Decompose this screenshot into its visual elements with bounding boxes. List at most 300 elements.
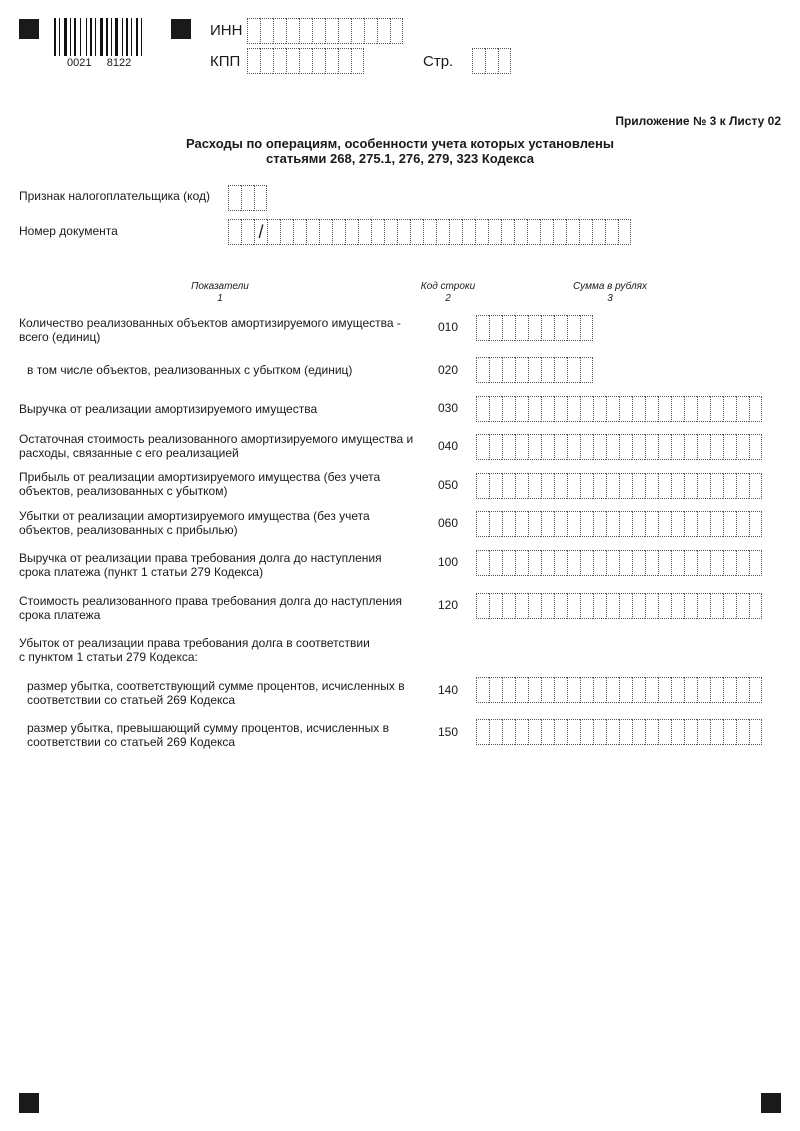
char-cell[interactable]: [306, 219, 319, 245]
char-cell[interactable]: [472, 48, 485, 74]
char-cell[interactable]: [364, 18, 377, 44]
char-cell[interactable]: [619, 593, 632, 619]
char-cell[interactable]: [736, 550, 749, 576]
char-cell[interactable]: [541, 357, 554, 383]
char-cell[interactable]: [658, 719, 671, 745]
char-cell[interactable]: [605, 219, 618, 245]
char-cell[interactable]: [580, 550, 593, 576]
char-cell[interactable]: [684, 396, 697, 422]
row-label: Убыток от реализации права требования долга в соответствии с пунктом 1 статьи 279 Кодекса:: [19, 636, 370, 664]
char-cell[interactable]: [541, 719, 554, 745]
barcode-bar: [136, 18, 138, 56]
char-cell[interactable]: [749, 593, 762, 619]
char-cell[interactable]: [723, 511, 736, 537]
char-cell[interactable]: [606, 719, 619, 745]
char-cell[interactable]: [515, 357, 528, 383]
char-cell[interactable]: [658, 473, 671, 499]
char-cell[interactable]: [580, 473, 593, 499]
char-cell[interactable]: [566, 219, 579, 245]
char-cell[interactable]: [489, 396, 502, 422]
char-cell[interactable]: [710, 473, 723, 499]
char-cell[interactable]: [502, 677, 515, 703]
char-cell[interactable]: [645, 434, 658, 460]
char-cell[interactable]: [567, 434, 580, 460]
char-cell[interactable]: [267, 219, 280, 245]
char-cell[interactable]: [684, 434, 697, 460]
char-cell[interactable]: [397, 219, 410, 245]
char-cell[interactable]: [390, 18, 403, 44]
char-cell[interactable]: [671, 593, 684, 619]
char-cell[interactable]: [723, 473, 736, 499]
row-label: Стоимость реализованного права требования долга до наступления срока платежа: [19, 594, 403, 622]
char-cell[interactable]: [684, 593, 697, 619]
char-cell[interactable]: [723, 677, 736, 703]
char-cell[interactable]: [645, 473, 658, 499]
char-cell[interactable]: [449, 219, 462, 245]
char-cell[interactable]: [228, 185, 241, 211]
appendix-title: Приложение № 3 к Листу 02: [615, 114, 781, 128]
taxpayer-sign-field[interactable]: [228, 185, 267, 211]
char-cell[interactable]: [593, 511, 606, 537]
char-cell[interactable]: [515, 396, 528, 422]
char-cell[interactable]: [554, 473, 567, 499]
char-cell[interactable]: [593, 396, 606, 422]
char-cell[interactable]: [710, 719, 723, 745]
char-cell[interactable]: [280, 219, 293, 245]
char-cell[interactable]: [736, 719, 749, 745]
char-cell[interactable]: [476, 550, 489, 576]
char-cell[interactable]: [671, 719, 684, 745]
char-cell[interactable]: [723, 593, 736, 619]
char-cell[interactable]: [358, 219, 371, 245]
row-label: Выручка от реализации права требования долга до наступления срока платежа (пункт 1 статьи 279 Кодекса): [19, 551, 382, 579]
char-cell[interactable]: [541, 473, 554, 499]
char-cell[interactable]: [606, 511, 619, 537]
char-cell[interactable]: [485, 48, 498, 74]
char-cell[interactable]: [351, 48, 364, 74]
char-cell[interactable]: [671, 550, 684, 576]
char-cell[interactable]: [476, 473, 489, 499]
char-cell[interactable]: [502, 550, 515, 576]
amount-field-150[interactable]: [476, 719, 762, 745]
char-cell[interactable]: [658, 434, 671, 460]
char-cell[interactable]: [632, 550, 645, 576]
char-cell[interactable]: [515, 473, 528, 499]
char-cell[interactable]: [658, 511, 671, 537]
char-cell[interactable]: [241, 219, 254, 245]
char-cell[interactable]: [697, 677, 710, 703]
char-cell[interactable]: [502, 593, 515, 619]
char-cell[interactable]: [475, 219, 488, 245]
char-cell[interactable]: [749, 434, 762, 460]
char-cell[interactable]: [684, 719, 697, 745]
char-cell[interactable]: [606, 593, 619, 619]
char-cell[interactable]: [684, 677, 697, 703]
char-cell[interactable]: [541, 315, 554, 341]
char-cell[interactable]: [710, 677, 723, 703]
char-cell[interactable]: [312, 18, 325, 44]
char-cell[interactable]: [489, 593, 502, 619]
char-cell[interactable]: [567, 593, 580, 619]
char-cell[interactable]: [332, 219, 345, 245]
char-cell[interactable]: [723, 550, 736, 576]
char-cell[interactable]: [528, 315, 541, 341]
row-code: 140: [438, 683, 459, 697]
char-cell[interactable]: [580, 719, 593, 745]
char-cell[interactable]: [632, 396, 645, 422]
char-cell[interactable]: [423, 219, 436, 245]
char-cell[interactable]: [658, 396, 671, 422]
char-cell[interactable]: [593, 473, 606, 499]
char-cell[interactable]: [247, 48, 260, 74]
barcode-bar: [54, 18, 56, 56]
char-cell[interactable]: [593, 677, 606, 703]
char-cell[interactable]: [554, 357, 567, 383]
char-cell[interactable]: [619, 719, 632, 745]
document-number-slash: /: [254, 219, 267, 245]
amount-field-140[interactable]: [476, 677, 762, 703]
char-cell[interactable]: [502, 719, 515, 745]
char-cell[interactable]: [528, 434, 541, 460]
char-cell[interactable]: [489, 550, 502, 576]
char-cell[interactable]: [260, 18, 273, 44]
char-cell[interactable]: [567, 396, 580, 422]
char-cell[interactable]: [541, 434, 554, 460]
amount-field-040[interactable]: [476, 434, 762, 460]
row-label: размер убытка, соответствующий сумме процентов, исчисленных в соответствии со статьей 269 Кодекса: [27, 679, 405, 707]
char-cell[interactable]: [286, 48, 299, 74]
char-cell[interactable]: [436, 219, 449, 245]
row-code: 120: [438, 598, 459, 612]
barcode-bar: [131, 18, 132, 56]
char-cell[interactable]: [645, 593, 658, 619]
char-cell[interactable]: [606, 473, 619, 499]
inn-label: ИНН: [210, 22, 243, 39]
char-cell[interactable]: [593, 719, 606, 745]
barcode-bar: [90, 18, 92, 56]
char-cell[interactable]: [580, 357, 593, 383]
char-cell[interactable]: [540, 219, 553, 245]
char-cell[interactable]: [645, 550, 658, 576]
char-cell[interactable]: [567, 357, 580, 383]
char-cell[interactable]: [697, 511, 710, 537]
column-header-line-code-text: Код строки: [420, 281, 476, 292]
amount-field-020[interactable]: [476, 357, 593, 383]
char-cell[interactable]: [528, 511, 541, 537]
char-cell[interactable]: [645, 511, 658, 537]
char-cell[interactable]: [567, 719, 580, 745]
char-cell[interactable]: [489, 473, 502, 499]
char-cell[interactable]: [619, 473, 632, 499]
char-cell[interactable]: [671, 677, 684, 703]
char-cell[interactable]: [514, 219, 527, 245]
char-cell[interactable]: [476, 357, 489, 383]
char-cell[interactable]: [580, 434, 593, 460]
char-cell[interactable]: [489, 315, 502, 341]
char-cell[interactable]: [338, 18, 351, 44]
char-cell[interactable]: [351, 18, 364, 44]
char-cell[interactable]: [502, 473, 515, 499]
char-cell[interactable]: [697, 593, 710, 619]
char-cell[interactable]: [710, 434, 723, 460]
char-cell[interactable]: [476, 396, 489, 422]
char-cell[interactable]: [325, 48, 338, 74]
char-cell[interactable]: [749, 550, 762, 576]
char-cell[interactable]: [697, 550, 710, 576]
char-cell[interactable]: [502, 396, 515, 422]
char-cell[interactable]: [632, 719, 645, 745]
char-cell[interactable]: [710, 593, 723, 619]
row-code: 020: [438, 363, 459, 377]
char-cell[interactable]: [338, 48, 351, 74]
char-cell[interactable]: [345, 219, 358, 245]
char-cell[interactable]: [697, 396, 710, 422]
char-cell[interactable]: [501, 219, 514, 245]
barcode-image: [54, 18, 158, 56]
document-number-field[interactable]: [228, 219, 631, 245]
char-cell[interactable]: [541, 511, 554, 537]
char-cell[interactable]: [567, 550, 580, 576]
char-cell[interactable]: [502, 434, 515, 460]
char-cell[interactable]: [749, 473, 762, 499]
char-cell[interactable]: [515, 719, 528, 745]
char-cell[interactable]: [619, 511, 632, 537]
char-cell[interactable]: [502, 357, 515, 383]
char-cell[interactable]: [528, 719, 541, 745]
char-cell[interactable]: [684, 511, 697, 537]
char-cell[interactable]: [293, 219, 306, 245]
char-cell[interactable]: [489, 511, 502, 537]
char-cell[interactable]: [228, 219, 241, 245]
char-cell[interactable]: [749, 511, 762, 537]
char-cell[interactable]: [749, 396, 762, 422]
char-cell[interactable]: [710, 550, 723, 576]
char-cell[interactable]: [241, 185, 254, 211]
char-cell[interactable]: [606, 434, 619, 460]
char-cell[interactable]: [567, 511, 580, 537]
row-label: Количество реализованных объектов амортизируемого имущества - всего (единиц): [19, 316, 401, 344]
char-cell[interactable]: [554, 511, 567, 537]
barcode-bar: [106, 18, 108, 56]
char-cell[interactable]: [502, 511, 515, 537]
char-cell[interactable]: [377, 18, 390, 44]
char-cell[interactable]: [528, 473, 541, 499]
char-cell[interactable]: [554, 550, 567, 576]
char-cell[interactable]: [684, 473, 697, 499]
char-cell[interactable]: [619, 677, 632, 703]
char-cell[interactable]: [645, 677, 658, 703]
registration-marker-bottom-right: [761, 1093, 781, 1113]
char-cell[interactable]: [619, 396, 632, 422]
inn-field[interactable]: [247, 18, 403, 44]
amount-field-120[interactable]: [476, 593, 762, 619]
char-cell[interactable]: [619, 434, 632, 460]
char-cell[interactable]: [554, 396, 567, 422]
char-cell[interactable]: [410, 219, 423, 245]
char-cell[interactable]: [273, 18, 286, 44]
char-cell[interactable]: [554, 434, 567, 460]
char-cell[interactable]: [710, 396, 723, 422]
char-cell[interactable]: [528, 550, 541, 576]
char-cell[interactable]: [606, 677, 619, 703]
char-cell[interactable]: [312, 48, 325, 74]
registration-marker-top-left: [19, 19, 39, 39]
char-cell[interactable]: [476, 593, 489, 619]
char-cell[interactable]: [515, 511, 528, 537]
char-cell[interactable]: [606, 550, 619, 576]
char-cell[interactable]: [488, 219, 501, 245]
char-cell[interactable]: [384, 219, 397, 245]
amount-field-010[interactable]: [476, 315, 593, 341]
char-cell[interactable]: [593, 434, 606, 460]
char-cell[interactable]: [632, 434, 645, 460]
char-cell[interactable]: [528, 396, 541, 422]
char-cell[interactable]: [580, 511, 593, 537]
char-cell[interactable]: [632, 473, 645, 499]
char-cell[interactable]: [527, 219, 540, 245]
char-cell[interactable]: [736, 434, 749, 460]
amount-field-060[interactable]: [476, 511, 762, 537]
char-cell[interactable]: [749, 719, 762, 745]
char-cell[interactable]: [528, 593, 541, 619]
registration-marker-bottom-left: [19, 1093, 39, 1113]
row-label: в том числе объектов, реализованных с убытком (единиц): [27, 363, 353, 377]
char-cell[interactable]: [580, 677, 593, 703]
char-cell[interactable]: [554, 719, 567, 745]
char-cell[interactable]: [593, 550, 606, 576]
char-cell[interactable]: [515, 434, 528, 460]
char-cell[interactable]: [247, 18, 260, 44]
char-cell[interactable]: [371, 219, 384, 245]
char-cell[interactable]: [462, 219, 475, 245]
char-cell[interactable]: [515, 550, 528, 576]
char-cell[interactable]: [489, 719, 502, 745]
char-cell[interactable]: [541, 396, 554, 422]
row-code: 060: [438, 516, 459, 530]
char-cell[interactable]: [671, 473, 684, 499]
char-cell[interactable]: [632, 593, 645, 619]
char-cell[interactable]: [697, 473, 710, 499]
char-cell[interactable]: [697, 719, 710, 745]
amount-field-050[interactable]: [476, 473, 762, 499]
char-cell[interactable]: [645, 719, 658, 745]
char-cell[interactable]: [541, 593, 554, 619]
char-cell[interactable]: [489, 434, 502, 460]
char-cell[interactable]: [710, 511, 723, 537]
char-cell[interactable]: [273, 48, 286, 74]
char-cell[interactable]: [528, 677, 541, 703]
char-cell[interactable]: [593, 593, 606, 619]
char-cell[interactable]: [489, 677, 502, 703]
char-cell[interactable]: [749, 677, 762, 703]
char-cell[interactable]: [580, 396, 593, 422]
char-cell[interactable]: [619, 550, 632, 576]
barcode-bar: [100, 18, 103, 56]
char-cell[interactable]: [502, 315, 515, 341]
char-cell[interactable]: [671, 396, 684, 422]
char-cell[interactable]: [498, 48, 511, 74]
char-cell[interactable]: [606, 396, 619, 422]
char-cell[interactable]: [671, 511, 684, 537]
char-cell[interactable]: [528, 357, 541, 383]
char-cell[interactable]: [476, 511, 489, 537]
char-cell[interactable]: [658, 677, 671, 703]
char-cell[interactable]: [476, 719, 489, 745]
char-cell[interactable]: [645, 396, 658, 422]
amount-field-100[interactable]: [476, 550, 762, 576]
char-cell[interactable]: [541, 677, 554, 703]
barcode-bar: [70, 18, 71, 56]
kpp-field[interactable]: [247, 48, 364, 74]
char-cell[interactable]: [723, 434, 736, 460]
char-cell[interactable]: [553, 219, 566, 245]
barcode-bar: [115, 18, 118, 56]
char-cell[interactable]: [286, 18, 299, 44]
char-cell[interactable]: [658, 593, 671, 619]
barcode-bar: [95, 18, 96, 56]
char-cell[interactable]: [684, 550, 697, 576]
char-cell[interactable]: [515, 315, 528, 341]
amount-field-030[interactable]: [476, 396, 762, 422]
char-cell[interactable]: [736, 677, 749, 703]
char-cell[interactable]: [580, 315, 593, 341]
char-cell[interactable]: [567, 677, 580, 703]
char-cell[interactable]: [554, 677, 567, 703]
page-number-field[interactable]: [472, 48, 511, 74]
char-cell[interactable]: [541, 550, 554, 576]
char-cell[interactable]: [658, 550, 671, 576]
char-cell[interactable]: [567, 315, 580, 341]
char-cell[interactable]: [515, 593, 528, 619]
barcode-bar: [80, 18, 81, 56]
char-cell[interactable]: [618, 219, 631, 245]
page-title-line-2: статьями 268, 275.1, 276, 279, 323 Кодекса: [266, 151, 534, 166]
char-cell[interactable]: [476, 315, 489, 341]
row-label: Выручка от реализации амортизируемого имущества: [19, 402, 318, 416]
char-cell[interactable]: [723, 719, 736, 745]
char-cell[interactable]: [299, 48, 312, 74]
char-cell[interactable]: [476, 434, 489, 460]
char-cell[interactable]: [260, 48, 273, 74]
char-cell[interactable]: [476, 677, 489, 703]
char-cell[interactable]: [736, 473, 749, 499]
char-cell[interactable]: [723, 396, 736, 422]
char-cell[interactable]: [299, 18, 312, 44]
char-cell[interactable]: [736, 593, 749, 619]
char-cell[interactable]: [319, 219, 332, 245]
char-cell[interactable]: [554, 315, 567, 341]
char-cell[interactable]: [554, 593, 567, 619]
char-cell[interactable]: [580, 593, 593, 619]
char-cell[interactable]: [592, 219, 605, 245]
column-header-line-code-number: 2: [445, 293, 451, 304]
char-cell[interactable]: [325, 18, 338, 44]
char-cell[interactable]: [579, 219, 592, 245]
char-cell[interactable]: [515, 677, 528, 703]
row-code: 050: [438, 478, 459, 492]
barcode-bar: [111, 18, 112, 56]
char-cell[interactable]: [736, 396, 749, 422]
row-label: Прибыль от реализации амортизируемого имущества (без учета объектов, реализованных с убытком): [19, 470, 381, 498]
char-cell[interactable]: [697, 434, 710, 460]
char-cell[interactable]: [632, 677, 645, 703]
char-cell[interactable]: [671, 434, 684, 460]
char-cell[interactable]: [254, 185, 267, 211]
char-cell[interactable]: [632, 511, 645, 537]
char-cell[interactable]: [736, 511, 749, 537]
char-cell[interactable]: [567, 473, 580, 499]
char-cell[interactable]: [489, 357, 502, 383]
